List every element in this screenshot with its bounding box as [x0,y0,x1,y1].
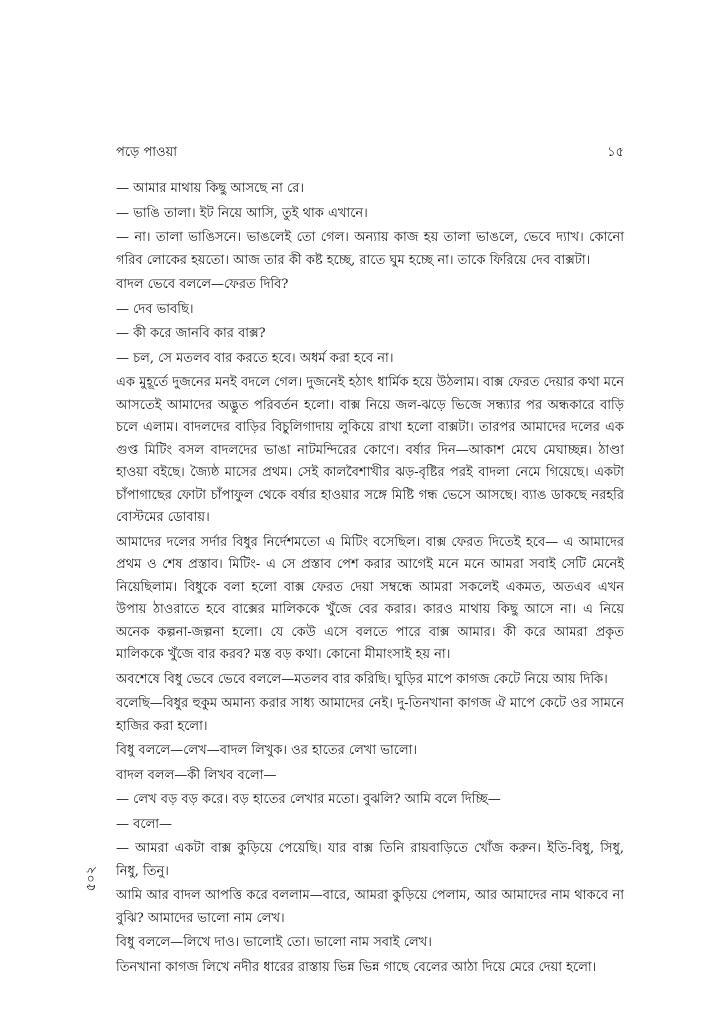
dialogue-line: — লেখ বড় বড় করে। বড় হাতের লেখার মতো। বুঝলি? আমি বলে দিচ্ছি— [116,792,501,807]
narration-paragraph: আমি আর বাদল আপত্তি করে বললাম—বারে, আমরা কুড়িয়ে পেলাম, আর আমাদের নাম থাকবে না বুঝি? আমাদের ভালো নাম লেখ। [116,888,624,926]
dialogue-line: — চল, সে মতলব বার করতে হবে। অধর্ম করা হবে না। [116,350,394,366]
narration-line: বিধু বললে—লেখ—বাদল লিখুক। ওর হাতের লেখা ভালো। [116,743,418,758]
dialogue-line: — দেব ভাবছি। [116,301,194,317]
narration-paragraph: আমাদের দলের সর্দার বিধুর নির্দেশমতো এ মিটিং বসেছিল। বাক্স ফেরত দিতেই হবে— এ আমাদের প্রথম ও শেষ প্রস্তাব। মিটিং- এ সে প্রস্তাব পেশ করার আগেই মনে মনে আমরা সবাই সেটি মেনেই নিয়েছিলাম। বিধুকে বলা হলো বাক্স ফেরত দেয়া সম্বন্ধে আমরা সকলেই একমত, অতএব এখন উপায় ঠাওরাতে হবে বাক্সের মালিককে খুঁজে বের করার। কারও মাথায় কিছু আসে না। এ নিয়ে অনেক কল্পনা-জল্পনা হলো। যে কেউ এসে বলতে পারে বাক্স আমার। কী করে আমরা প্রকৃত মালিককে খুঁজে বার করব? মস্ত বড় কথা। কোনো মীমাংসাই হয় না। [116,534,624,662]
dialogue-line: — ভাঙি তালা। ইট নিয়ে আসি, তুই থাক এখানে। [116,205,368,221]
narration-paragraph: বলেছি—বিধুর হুকুম অমান্য করার সাধ্য আমাদের নেই। দু-তিনখানা কাগজ ঐ মাপে কেটে ওর সামনে হাজির করা হলো। [116,696,624,734]
narration-line: বাদল ভেবে বললে—ফেরত দিবি? [116,277,289,292]
narration-line: বাদল বলল—কী লিখব বলো— [116,767,277,783]
narration-line: তিনখানা কাগজ লিখে নদীর ধারের রাস্তায় ভিন্ন ভিন্ন গাছে বেলের আঠা দিয়ে মেরে দেয়া হলো। [116,959,597,975]
dialogue-line: — কী করে জানবি কার বাক্স? [116,326,266,341]
book-title: পড়ে পাওয়া [116,145,178,160]
dialogue-line: — আমরা একটা বাক্স কুড়িয়ে পেয়েছি। যার বাক্স তিনি রায়বাড়িতে খোঁজ করুন। ইতি-বিধু, সিধু, নিধু, তিনু। [116,841,624,879]
dialogue-line: — বলো— [116,816,173,832]
narration-line: অবশেষে বিধু ভেবে ভেবে বললে—মতলব বার করিছি। ঘুড়ির মাপে কাগজ কেটে নিয়ে আয় দিকি। [116,671,608,687]
dialogue-line: — না। তালা ভাঙিসনে। ভাঙলেই তো গেল। অন্যায় কাজ হয় তালা ভাঙলে, ভেবে দ্যাখ। কোনো গরিব লোকের হয়তো। আজ তার কী কষ্ট হচ্ছে, রাতে ঘুম হচ্ছে না। তাকে ফিরিয়ে দেব বাক্সটা। [116,230,624,268]
body-text [116,178,624,981]
dialogue-line: — আমার মাথায় কিছু আসছে না রে। [116,181,305,196]
narration-paragraph: এক মুহূর্তে দুজনের মনই বদলে গেল। দুজনেই হঠাৎ ধার্মিক হয়ে উঠলাম। বাক্স ফেরত দেয়ার কথা মনে আসতেই আমাদের অদ্ভুত পরিবর্তন হলো। বাক্স নিয়ে জল-ঝড়ে ভিজে সন্ধ্যার পর অন্ধকারে বাড়ি চলে এলাম। বাদলদের বাড়ির বিচুলিগাদায় লুকিয়ে রাখা হলো বাক্সটা। তারপর আমাদের দলের এক গুপ্ত মিটিং বসল বাদলদের ভাঙা নাটমন্দিরের কোণে। বর্ষার দিন—আকাশ মেঘে মেঘাচ্ছন্ন। ঠাণ্ডা হাওয়া বইছে। জ্যৈষ্ঠ মাসের প্রথম। সেই কালবৈশাখীর ঝড়-বৃষ্টির পরই বাদলা নেমে গিয়েছে। একটা চাঁপাগাছের ফোটা চাঁপাফুল থেকে বর্ষার হাওয়ার সঙ্গে মিষ্টি গন্ধ ভেসে আসছে। ব্যাঙ ডাকছে নরহরি বোস্টমের ডোবায়। [116,375,624,525]
narration-line: বিধু বললে—লিখে দাও। ভালোই তো। ভালো নাম সবাই লেখ। [116,935,432,950]
page-number: ১৫ [607,145,624,160]
margin-page-number: ৫০২ [84,866,99,892]
running-head [116,143,624,161]
